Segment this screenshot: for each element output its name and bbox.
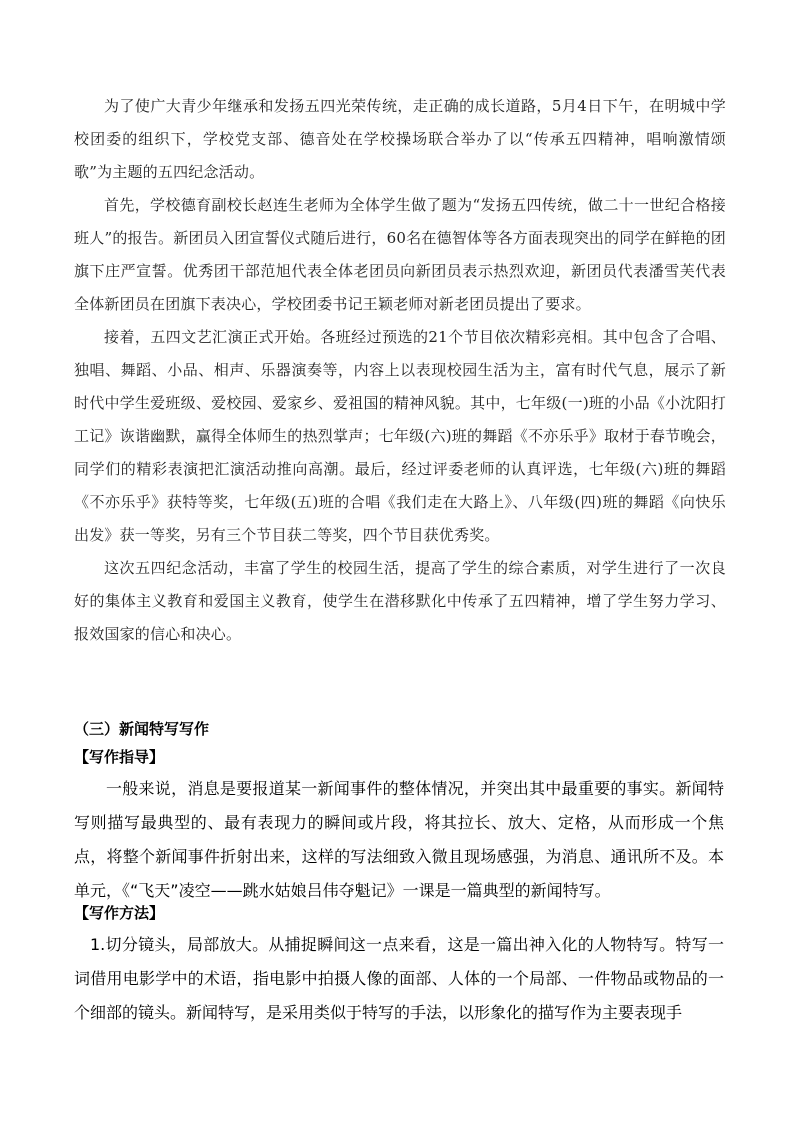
method-paragraph: 1.切分镜头，局部放大。从捕捉瞬间这一点来看，这是一篇出神入化的人物特写。特写一词借用电影学中的术语，指电影中拍摄人像的面部、人体的一个局部、一件物品或物品的一个细部的镜头。新闻特写，是采用类似于特写的手法，以形象化的描写作为主要表现手 xyxy=(74,935,724,1022)
article-paragraph: 接着，五四文艺汇演正式开始。各班经过预选的21个节目依次精彩亮相。其中包含了合唱、独唱、舞蹈、小品、相声、乐器演奏等，内容上以表现校园生活为主，富有时代气息，展示了新时代中学生爱班级、爱校园、爱家乡、爱祖国的精神风貌。其中，七年级(一)班的小品《小沈阳打工记》诙谐幽默，赢得全体师生的热烈掌声；七年级(六)班的舞蹈《不亦乐乎》取材于春节晚会，同学们的精彩表演把汇演活动推向高潮。最后，经过评委老师的认真评选，七年级(六)班的舞蹈《不亦乐乎》获特等奖，七年级(五)班的合唱《我们走在大路上》、八年级(四)班的舞蹈《向快乐出发》获一等奖，另有三个节目获二等奖，四个节目获优秀奖。 xyxy=(74,328,726,544)
article-paragraph: 为了使广大青少年继承和发扬五四光荣传统，走正确的成长道路，5月4日下午，在明城中学校团委的组织下，学校党支部、德音处在学校操场联合举办了以“传承五四精神，唱响激情颂歌”为主题的五四纪念活动。 xyxy=(74,97,726,181)
news-article xyxy=(74,90,726,651)
method-heading: 【写作方法】 xyxy=(74,904,165,922)
section-title: （三）新闻特写写作 xyxy=(74,720,210,738)
guide-paragraph: 一般来说，消息是要报道某一新闻事件的整体情况，并突出其中最重要的事实。新闻特写则描写最典型的、最有表现力的瞬间或片段，将其拉长、放大、定格，从而形成一个焦点，将整个新闻事件折射出来，这样的写法细致入微且现场感强，为消息、通讯所不及。本单元，《“飞天”凌空——跳水姑娘吕伟夺魁记》一课是一篇典型的新闻特写。 xyxy=(74,779,724,900)
article-paragraph: 这次五四纪念活动，丰富了学生的校园生活，提高了学生的综合素质，对学生进行了一次良好的集体主义教育和爱国主义教育，使学生在潜移默化中传承了五四精神，增了学生努力学习、报效国家的信心和决心。 xyxy=(74,559,726,643)
guide-heading: 【写作指导】 xyxy=(74,748,165,766)
article-paragraph: 首先，学校德育副校长赵连生老师为全体学生做了题为“发扬五四传统，做二十一世纪合格接班人”的报告。新团员入团宣誓仪式随后进行，60名在德智体等各方面表现突出的同学在鲜艳的团旗下庄严宣誓。优秀团干部范旭代表全体老团员向新团员表示热烈欢迎，新团员代表潘雪芙代表全体新团员在团旗下表决心，学校团委书记王颖老师对新老团员提出了要求。 xyxy=(74,196,726,313)
method-body xyxy=(74,928,724,1030)
guide-body xyxy=(74,772,724,908)
